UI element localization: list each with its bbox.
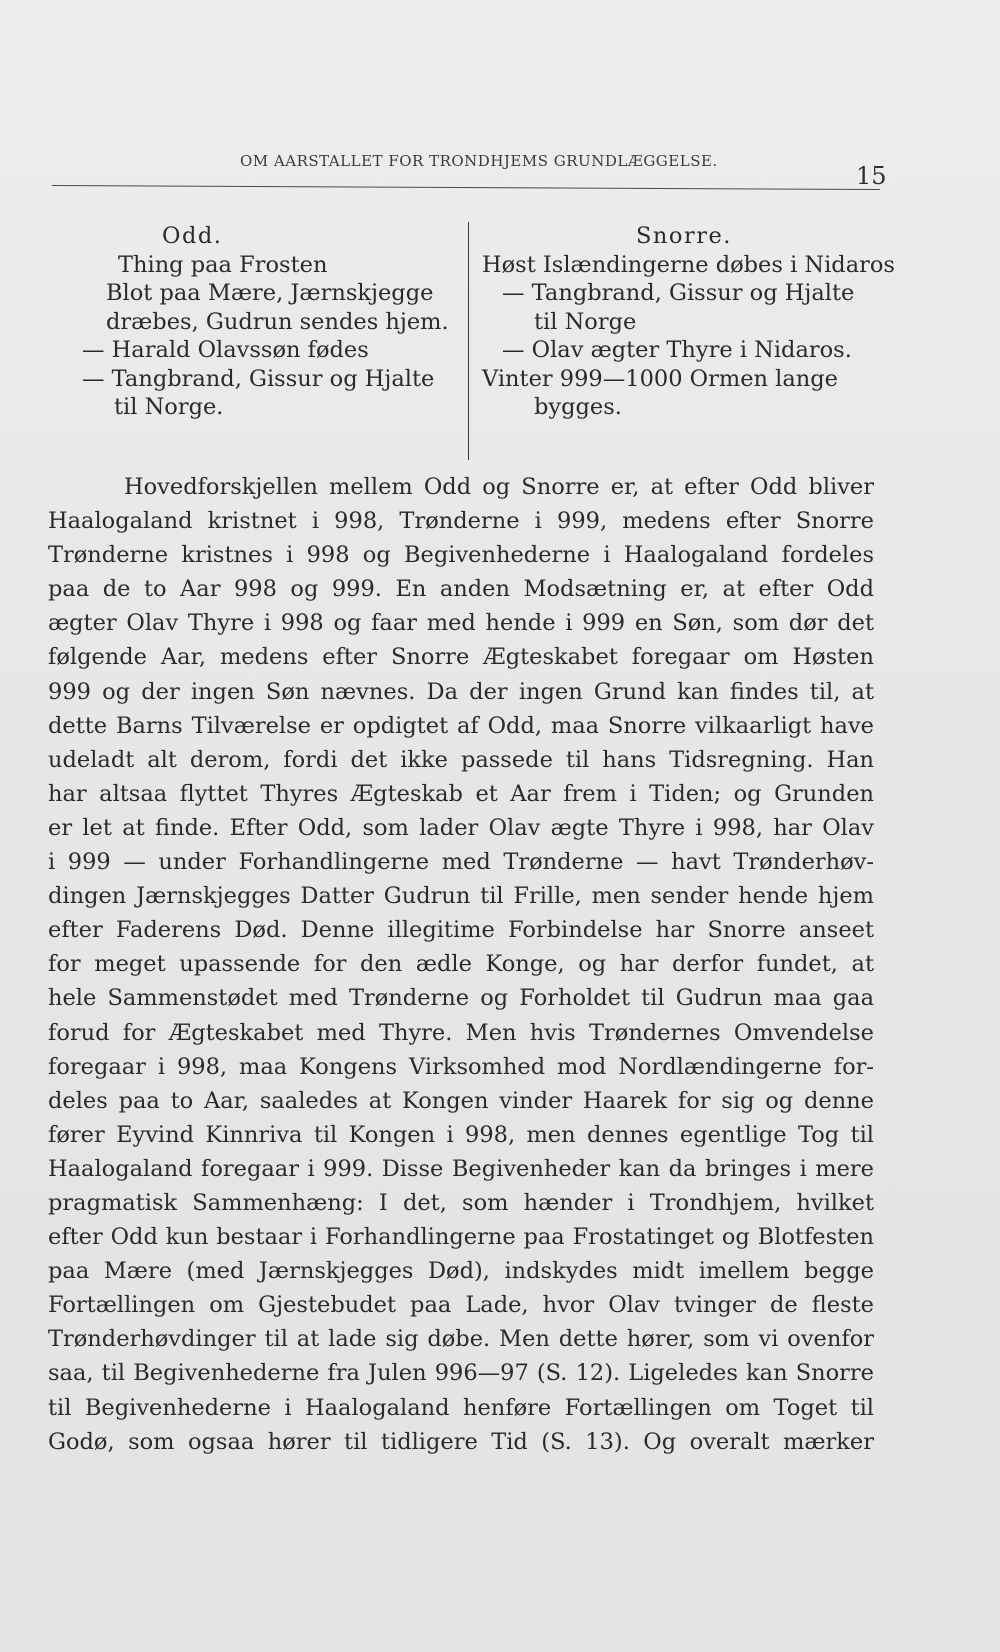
body-line: dette Barns Tilværelse er opdigtet af Odd, maa Snorre vilkaarligt have xyxy=(48,712,874,739)
body-line: udeladt alt derom, fordi det ikke passede til hans Tidsregning. Han xyxy=(48,746,874,773)
body-line: forud for Ægteskabet med Thyre. Men hvis Trøndernes Omvendelse xyxy=(48,1019,874,1046)
body-line: Godø, som ogsaa hører til tidligere Tid (S. 13). Og overalt mærker xyxy=(48,1428,874,1455)
body-line: foregaar i 998, maa Kongens Virksomhed mod Nordlændingerne for- xyxy=(48,1053,874,1080)
left-column-line: — Tangbrand, Gissur og Hjalte xyxy=(82,365,435,392)
right-column-title: Snorre. xyxy=(636,223,732,249)
body-line: Haalogaland kristnet i 998, Trønderne i 999, medens efter Snorre xyxy=(48,508,874,535)
body-line: Trønderne kristnes i 998 og Begivenhederne i Haalogaland fordeles xyxy=(48,542,874,569)
body-line: Trønderhøvdinger til at lade sig døbe. Men dette hører, som vi ovenfor xyxy=(48,1326,874,1353)
body-line: hele Sammenstødet med Trønderne og Forholdet til Gudrun maa gaa xyxy=(48,985,874,1012)
comparison-columns xyxy=(62,222,895,472)
body-line: er let at finde. Efter Odd, som lader Olav ægte Thyre i 998, har Olav xyxy=(48,814,874,841)
right-column-line: Vinter 999—1000 Ormen lange xyxy=(482,365,838,392)
right-column-line: — Tangbrand, Gissur og Hjalte xyxy=(502,280,855,306)
right-column-line: bygges. xyxy=(534,394,622,420)
left-column-line: Thing paa Frosten xyxy=(118,251,328,278)
body-line: til Begivenhederne i Haalogaland henføre Fortællingen om Toget til xyxy=(48,1394,874,1421)
body-line: deles paa to Aar, saaledes at Kongen vinder Haarek for sig og denne xyxy=(48,1087,874,1114)
right-column-line: til Norge xyxy=(534,308,637,335)
body-line: efter Faderens Død. Denne illegitime Forbindelse har Snorre anseet xyxy=(48,917,874,944)
left-column-line: Blot paa Mære, Jærnskjegge xyxy=(106,280,434,306)
right-column-line: — Olav ægter Thyre i Nidaros. xyxy=(502,337,852,363)
left-column-odd xyxy=(62,222,462,422)
left-column-title: Odd. xyxy=(162,223,223,249)
body-line: Hovedforskjellen mellem Odd og Snorre er, at efter Odd bliver xyxy=(124,474,874,500)
body-line: Fortællingen om Gjestebudet paa Lade, hvor Olav tvinger de fleste xyxy=(48,1292,874,1319)
right-column-snorre xyxy=(482,222,902,422)
body-line: har altsaa flyttet Thyres Ægteskab et Aar frem i Tiden; og Grunden xyxy=(48,780,874,807)
left-column-line: dræbes, Gudrun sendes hjem. xyxy=(106,308,449,335)
body-text xyxy=(48,470,874,1459)
body-line: Haalogaland foregaar i 999. Disse Begivenheder kan da bringes i mere xyxy=(48,1155,874,1182)
left-column-line: til Norge. xyxy=(114,394,224,420)
body-line: dingen Jærnskjegges Datter Gudrun til Frille, men sender hende hjem xyxy=(48,883,874,910)
left-column-line: — Harald Olavssøn fødes xyxy=(82,337,369,363)
body-line: 999 og der ingen Søn nævnes. Da der ingen Grund kan findes til, at xyxy=(48,678,874,705)
header-rule xyxy=(52,185,880,190)
body-line: paa Mære (med Jærnskjegges Død), indskydes midt imellem begge xyxy=(48,1258,874,1285)
body-line: paa de to Aar 998 og 999. En anden Modsætning er, at efter Odd xyxy=(48,576,874,603)
body-line: i 999 — under Forhandlingerne med Trønderne — havt Trønderhøv- xyxy=(48,849,874,876)
running-head: OM AARSTALLET FOR TRONDHJEMS GRUNDLÆGGELSE. xyxy=(240,152,718,170)
body-line: efter Odd kun bestaar i Forhandlingerne paa Frostatinget og Blotfesten xyxy=(48,1224,874,1251)
body-line: pragmatisk Sammenhæng: I det, som hænder i Trondhjem, hvilket xyxy=(48,1189,874,1216)
right-column-line: Høst Islændingerne døbes i Nidaros xyxy=(482,251,895,278)
body-line: saa, til Begivenhederne fra Julen 996—97 (S. 12). Ligeledes kan Snorre xyxy=(48,1360,874,1387)
column-divider xyxy=(468,222,469,460)
body-line: følgende Aar, medens efter Snorre Ægteskabet foregaar om Høsten xyxy=(48,644,874,671)
body-line: ægter Olav Thyre i 998 og faar med hende i 999 en Søn, som dør det xyxy=(48,610,874,637)
body-line: fører Eyvind Kinnriva til Kongen i 998, men dennes egentlige Tog til xyxy=(48,1121,874,1148)
body-line: for meget upassende for den ædle Konge, og har derfor fundet, at xyxy=(48,951,874,978)
page-number: 15 xyxy=(856,162,887,190)
